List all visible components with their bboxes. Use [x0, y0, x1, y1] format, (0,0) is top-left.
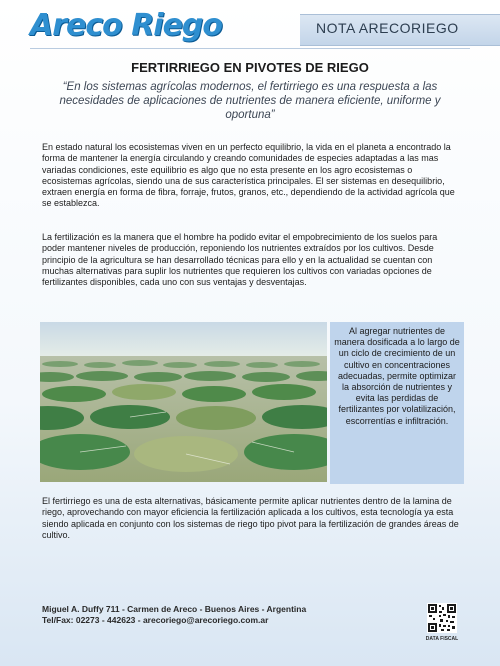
header: [0, 0, 500, 52]
section-label: NOTA ARECORIEGO: [316, 20, 459, 36]
article-title: FERTIRRIEGO EN PIVOTES DE RIEGO: [131, 60, 369, 75]
areco-riego-logo: Areco Riego: [30, 8, 223, 43]
footer-address: Miguel A. Duffy 711 - Carmen de Areco - Buenos Aires - Argentina: [42, 604, 307, 614]
paragraph-2: La fertilización es la manera que el hombre ha podido evitar el empobrecimiento de los suelos para poder mantener niveles de producción, reponiendo los nutrientes extraídos por los cultivos. Desde principio de la agricultura se han desarrollado técnicas para ello y en la actualidad se cuentan con muchas alternativas para suplir los nutrientes que requieren los cultivos con variadas opciones de fertilizantes disponibles, cada uno con sus ventajas y desventajas.: [42, 232, 438, 288]
header-divider: [30, 48, 470, 49]
article-quote: “En los sistemas agrícolas modernos, el fertirriego es una respuesta a las necesidades de aplicaciones de nutrientes de manera eficiente, uniforme y oportuna”: [59, 81, 441, 121]
paragraph-3: El fertirriego es una de esta alternativas, básicamente permite aplicar nutrientes dentro de la lamina de riego, aprovechando con mayor eficiencia la fertilización aplicada a los cultivos, esta tecnología ya esta siendo aplicada en conjunto con los sistemas de riego tipo pivot para la fertilización de grandes áreas de cultivo.: [42, 496, 459, 540]
paragraph-1: En estado natural los ecosistemas viven en un perfecto equilibrio, la vida en el planeta a encontrado la forma de mantener la energía circulando y creando comunidades de especies adaptadas a las mas variadas condiciones, este equilibrio es algo que no esta presente en los agro ecosistemas o ecosistemas agrícolas, siendo una de sus característica principales. El ser sistemas en desequilibrio, extraen energía en forma de fibra, forraje, frutos, granos, etc., dependiendo de la actividad agrícola que se establezca.: [42, 142, 455, 209]
pivot-fields-photo: [40, 322, 327, 482]
footer-contact: [42, 604, 372, 626]
callout-text: Al agregar nutrientes de manera dosificada a lo largo de un ciclo de crecimiento de un cultivo en concentraciones adecuadas, permite optimizar la absorción de nutrientes y evita las perdidas de fertilizantes por volatilización, escorrentías e infiltración.: [334, 326, 460, 426]
footer-phone-email: Tel/Fax: 02273 - 442623 - arecoriego@arecoriego.com.ar: [42, 615, 269, 625]
data-fiscal-label: DATA FISCAL: [425, 636, 459, 642]
data-fiscal-qr-code[interactable]: [427, 603, 457, 633]
